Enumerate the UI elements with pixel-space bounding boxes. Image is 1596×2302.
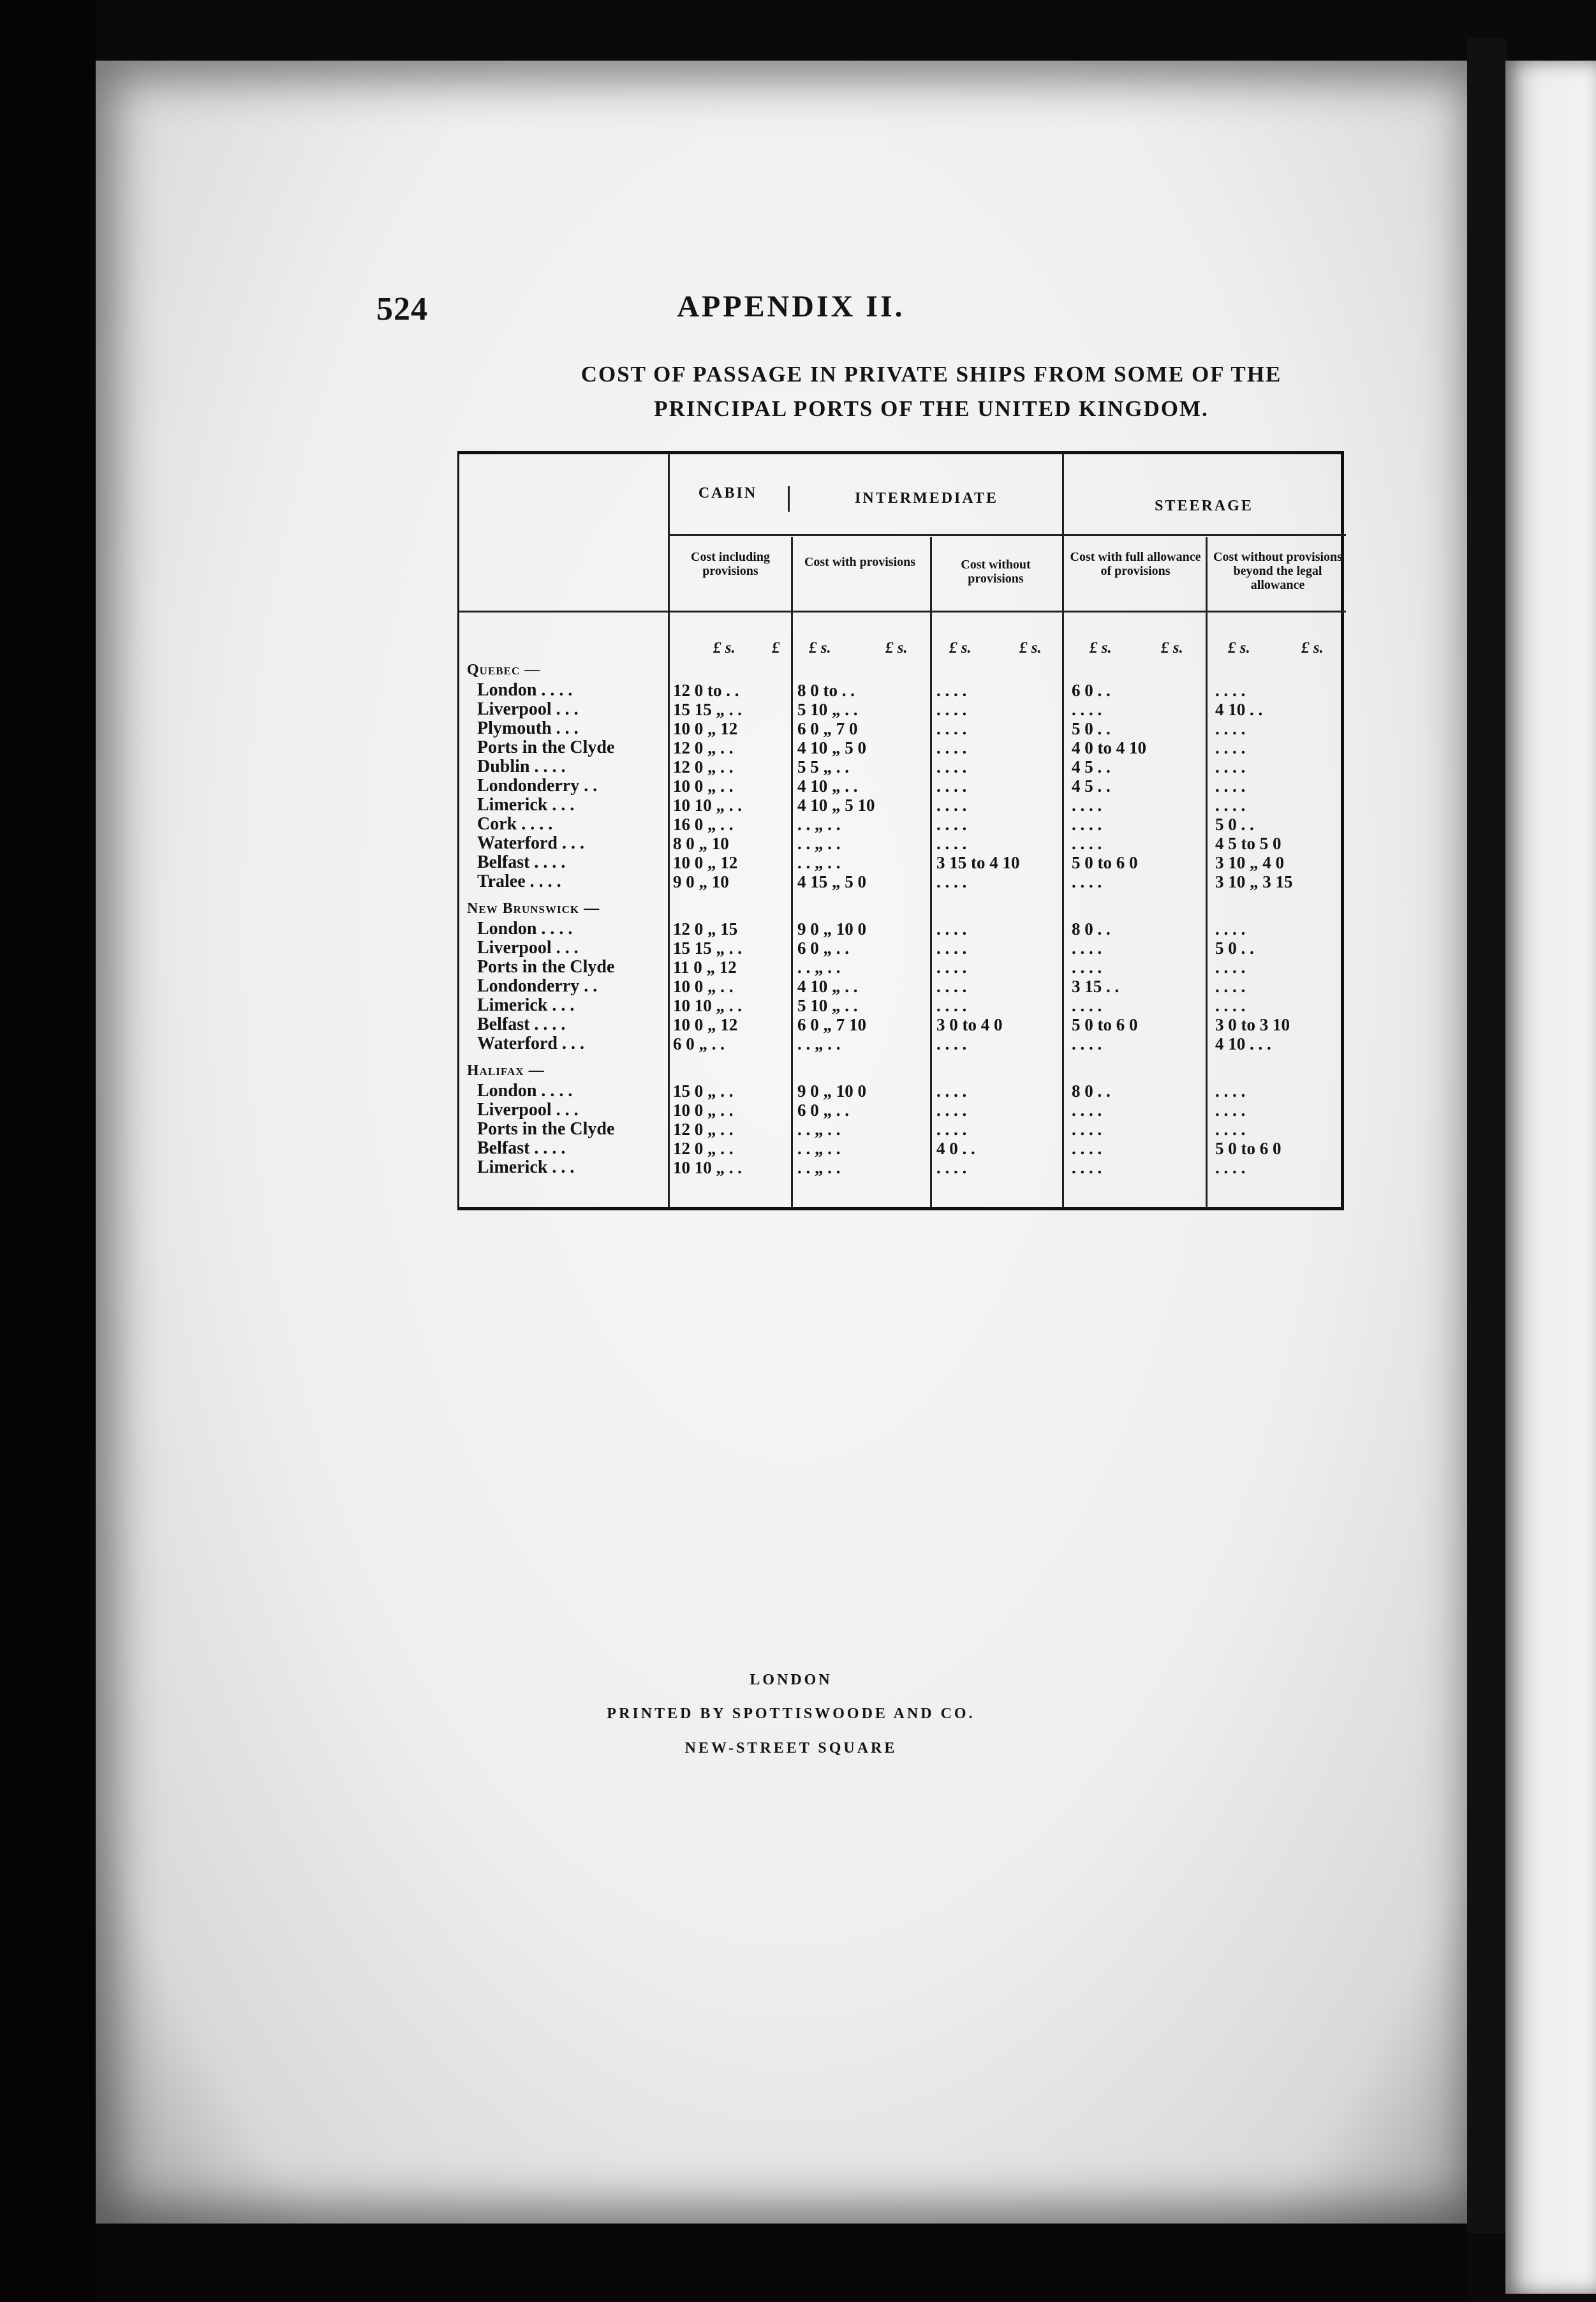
column-rule: [1062, 454, 1064, 1207]
fare-cell: 3 15 . .: [1072, 977, 1119, 996]
fare-cell: . . . .: [936, 1081, 967, 1101]
unit-marker: £ s.: [809, 639, 831, 657]
fare-cell: 9 0 „ 10: [673, 872, 729, 891]
fare-cell: 3 10 „ 4 0: [1215, 853, 1284, 872]
port-name: Londonderry . .: [477, 976, 598, 996]
fare-cell: . . . .: [936, 977, 967, 996]
unit-row: [459, 639, 1346, 661]
fare-cell: 15 15 „ . .: [673, 700, 742, 719]
section-label: New Brunswick —: [467, 900, 600, 917]
fare-cell: 10 0 „ . .: [673, 977, 734, 996]
fare-cell: 4 10 „ . .: [797, 776, 858, 796]
group-heading-intermediate: INTERMEDIATE: [855, 490, 998, 507]
fare-cell: 4 10 . .: [1215, 700, 1263, 719]
fare-cell: 10 10 „ . .: [673, 796, 742, 815]
fare-cell: . . . .: [1072, 1120, 1102, 1139]
unit-marker: £ s.: [713, 639, 735, 657]
scan-border-bottom: [96, 2224, 1467, 2302]
fare-cell: . . . .: [1072, 958, 1102, 977]
port-name: Cork . . . .: [477, 814, 553, 834]
imprint-printer: PRINTED BY SPOTTISWOODE AND CO.: [607, 1705, 975, 1722]
fare-cell: 12 0 „ . .: [673, 757, 734, 776]
port-name: Tralee . . . .: [477, 872, 561, 891]
unit-marker: £ s.: [1228, 639, 1250, 657]
fare-cell: . . . .: [1215, 681, 1246, 700]
fare-cell: 10 10 „ . .: [673, 996, 742, 1015]
fare-cell: 4 5 to 5 0: [1215, 834, 1282, 853]
fare-cell: 5 0 . .: [1215, 939, 1254, 958]
fare-cell: 9 0 „ 10 0: [797, 1081, 866, 1101]
fare-cell: . . . .: [936, 1120, 967, 1139]
fare-cell: . . „ . .: [797, 958, 841, 977]
fare-cell: 4 15 „ 5 0: [797, 872, 866, 891]
fare-cell: 10 10 „ . .: [673, 1158, 742, 1177]
fare-cell: . . . .: [1215, 958, 1246, 977]
port-name: Belfast . . . .: [477, 1014, 566, 1034]
fare-cell: 4 0 . .: [936, 1139, 975, 1158]
fare-cell: 10 0 „ . .: [673, 776, 734, 796]
port-name: Waterford . . .: [477, 1034, 584, 1053]
fare-cell: . . . .: [936, 939, 967, 958]
fare-cell: 5 0 . .: [1215, 815, 1254, 834]
fare-cell: 4 5 . .: [1072, 757, 1111, 776]
fare-cell: 4 0 to 4 10: [1072, 738, 1146, 757]
fare-cell: . . . .: [1215, 738, 1246, 757]
port-name: Ports in the Clyde: [477, 957, 615, 977]
subhead-steerage-legal: Cost without provisions beyond the legal allowance: [1213, 550, 1342, 592]
header-rule: [668, 534, 1346, 536]
fare-cell: . . . .: [1215, 1101, 1246, 1120]
port-name: Londonderry . .: [477, 776, 598, 796]
fare-cell: 11 0 „ 12: [673, 958, 737, 977]
unit-marker: £ s.: [949, 639, 972, 657]
fare-cell: . . . .: [1215, 977, 1246, 996]
fare-cell: . . . .: [1072, 700, 1102, 719]
port-name: London . . . .: [477, 919, 573, 939]
fare-cell: . . . .: [936, 958, 967, 977]
fare-cell: . . . .: [1215, 776, 1246, 796]
fare-cell: 10 0 „ 12: [673, 1015, 738, 1034]
fare-cell: . . . .: [1072, 815, 1102, 834]
fare-cell: . . . .: [936, 700, 967, 719]
port-name: Limerick . . .: [477, 1157, 575, 1177]
fare-table: [457, 451, 1344, 1210]
unit-marker: £ s.: [1301, 639, 1324, 657]
imprint-city: LONDON: [750, 1672, 832, 1688]
fare-cell: 12 0 „ . .: [673, 1139, 734, 1158]
fare-cell: 16 0 „ . .: [673, 815, 734, 834]
fare-cell: . . . .: [936, 872, 967, 891]
fare-cell: 3 15 to 4 10: [936, 853, 1020, 872]
unit-marker: £ s.: [885, 639, 908, 657]
fare-cell: . . . .: [936, 1101, 967, 1120]
unit-marker: £ s.: [1161, 639, 1183, 657]
section-label: Halifax —: [467, 1062, 545, 1079]
fare-cell: 8 0 „ 10: [673, 834, 729, 853]
fare-cell: . . . .: [1072, 939, 1102, 958]
fare-cell: 8 0 to . .: [797, 681, 855, 700]
fare-cell: . . . .: [1072, 996, 1102, 1015]
fare-cell: 5 10 „ . .: [797, 700, 858, 719]
fare-cell: . . . .: [936, 796, 967, 815]
group-heading-cabin: CABIN: [698, 485, 758, 501]
running-head: APPENDIX II.: [677, 290, 905, 323]
fare-cell: . . „ . .: [797, 1120, 841, 1139]
fare-cell: . . . .: [1215, 919, 1246, 939]
fare-cell: 5 0 . .: [1072, 719, 1111, 738]
fare-cell: . . . .: [1215, 796, 1246, 815]
fare-cell: . . „ . .: [797, 1158, 841, 1177]
fare-cell: 4 5 . .: [1072, 776, 1111, 796]
fare-cell: 10 0 „ . .: [673, 1101, 734, 1120]
column-rule: [1206, 537, 1208, 1207]
fare-cell: 15 0 „ . .: [673, 1081, 734, 1101]
unit-marker: £ s.: [1090, 639, 1112, 657]
fare-cell: . . . .: [1215, 1081, 1246, 1101]
fare-cell: . . . .: [936, 1034, 967, 1053]
fare-cell: . . . .: [936, 1158, 967, 1177]
fare-cell: . . „ . .: [797, 1139, 841, 1158]
scan-border-left: [0, 0, 96, 2302]
port-name: Plymouth . . .: [477, 718, 579, 738]
port-name: Liverpool . . .: [477, 1100, 579, 1120]
fare-cell: 4 10 „ 5 0: [797, 738, 866, 757]
port-name: Limerick . . .: [477, 795, 575, 815]
fare-cell: . . . .: [1072, 1101, 1102, 1120]
fare-cell: . . . .: [936, 719, 967, 738]
fare-cell: 3 0 to 4 0: [936, 1015, 1003, 1034]
column-rule: [668, 454, 670, 1207]
fare-cell: . . . .: [936, 681, 967, 700]
fare-cell: 8 0 . .: [1072, 919, 1111, 939]
column-rule: [791, 537, 793, 1207]
fare-cell: . . „ . .: [797, 815, 841, 834]
group-heading-steerage: STEERAGE: [1155, 498, 1253, 514]
port-name: London . . . .: [477, 1081, 573, 1101]
port-name: Waterford . . .: [477, 833, 584, 853]
fare-cell: 5 5 „ . .: [797, 757, 849, 776]
port-name: Liverpool . . .: [477, 938, 579, 958]
fare-cell: 9 0 „ 10 0: [797, 919, 866, 939]
column-rule: [930, 537, 932, 1207]
fare-cell: . . . .: [1072, 1139, 1102, 1158]
section-label: Quebec —: [467, 662, 541, 678]
port-name: Liverpool . . .: [477, 699, 579, 719]
port-name: Ports in the Clyde: [477, 1119, 615, 1139]
fare-cell: 12 0 „ . .: [673, 1120, 734, 1139]
fare-cell: . . . .: [1072, 872, 1102, 891]
fare-cell: . . „ . .: [797, 1034, 841, 1053]
subhead-intermediate-with: Cost with provisions: [804, 555, 916, 569]
fare-cell: 4 10 . . .: [1215, 1034, 1271, 1053]
fare-cell: 8 0 . .: [1072, 1081, 1111, 1101]
port-name: Ports in the Clyde: [477, 738, 615, 757]
fare-cell: . . . .: [1215, 757, 1246, 776]
imprint-address: NEW-STREET SQUARE: [684, 1740, 898, 1756]
fare-cell: . . . .: [1072, 1034, 1102, 1053]
fare-cell: 4 10 „ . .: [797, 977, 858, 996]
fare-cell: 12 0 „ . .: [673, 738, 734, 757]
book-page: [96, 61, 1486, 2224]
scan-gutter: [1467, 38, 1507, 2233]
fare-cell: 12 0 „ 15: [673, 919, 738, 939]
fare-cell: . . . .: [1215, 719, 1246, 738]
port-name: Limerick . . .: [477, 995, 575, 1015]
fare-cell: . . . .: [1072, 1158, 1102, 1177]
table-title-line-2: PRINCIPAL PORTS OF THE UNITED KINGDOM.: [654, 396, 1209, 421]
column-rule: [788, 486, 790, 512]
port-name: Belfast . . . .: [477, 1138, 566, 1158]
fare-cell: . . „ . .: [797, 853, 841, 872]
fare-cell: 6 0 „ 7 10: [797, 1015, 866, 1034]
table-title-line-1: COST OF PASSAGE IN PRIVATE SHIPS FROM SOME OF THE: [580, 362, 1282, 387]
fare-cell: 5 10 „ . .: [797, 996, 858, 1015]
fare-cell: . . . .: [936, 996, 967, 1015]
fare-cell: 6 0 „ . .: [797, 1101, 849, 1120]
fare-cell: 5 0 to 6 0: [1072, 1015, 1138, 1034]
fare-cell: 3 0 to 3 10: [1215, 1015, 1290, 1034]
fare-cell: 6 0 „ 7 0: [797, 719, 858, 738]
fare-cell: . . . .: [936, 919, 967, 939]
fare-cell: 6 0 „ . .: [673, 1034, 725, 1053]
fare-cell: . . . .: [1215, 996, 1246, 1015]
port-name: Dublin . . . .: [477, 757, 566, 776]
header-rule: [459, 611, 1346, 613]
subhead-cabin: Cost including provisions: [691, 550, 770, 578]
fare-cell: . . . .: [936, 757, 967, 776]
subhead-intermediate-without: Cost without provisions: [961, 558, 1031, 586]
unit-marker: £: [772, 639, 780, 657]
fare-cell: 10 0 „ 12: [673, 853, 738, 872]
fare-cell: 12 0 to . .: [673, 681, 739, 700]
facing-page-edge: [1505, 61, 1596, 2294]
fare-cell: 3 10 „ 3 15: [1215, 872, 1293, 891]
fare-cell: . . . .: [936, 815, 967, 834]
fare-cell: 6 0 „ . .: [797, 939, 849, 958]
fare-cell: . . . .: [936, 738, 967, 757]
fare-cell: 4 10 „ 5 10: [797, 796, 875, 815]
fare-cell: 5 0 to 6 0: [1072, 853, 1138, 872]
fare-cell: 5 0 to 6 0: [1215, 1139, 1282, 1158]
fare-cell: . . . .: [936, 834, 967, 853]
unit-marker: £ s.: [1019, 639, 1042, 657]
port-name: Belfast . . . .: [477, 852, 566, 872]
table-title: [427, 357, 1435, 426]
fare-cell: 15 15 „ . .: [673, 939, 742, 958]
page-number: 524: [376, 291, 428, 327]
fare-cell: . . „ . .: [797, 834, 841, 853]
fare-cell: . . . .: [1072, 796, 1102, 815]
fare-cell: 10 0 „ 12: [673, 719, 738, 738]
fare-cell: 6 0 . .: [1072, 681, 1111, 700]
fare-cell: . . . .: [1072, 834, 1102, 853]
fare-cell: . . . .: [936, 776, 967, 796]
fare-cell: . . . .: [1215, 1120, 1246, 1139]
fare-cell: . . . .: [1215, 1158, 1246, 1177]
port-name: London . . . .: [477, 680, 573, 700]
subhead-steerage-full: Cost with full allowance of provisions: [1070, 550, 1201, 578]
